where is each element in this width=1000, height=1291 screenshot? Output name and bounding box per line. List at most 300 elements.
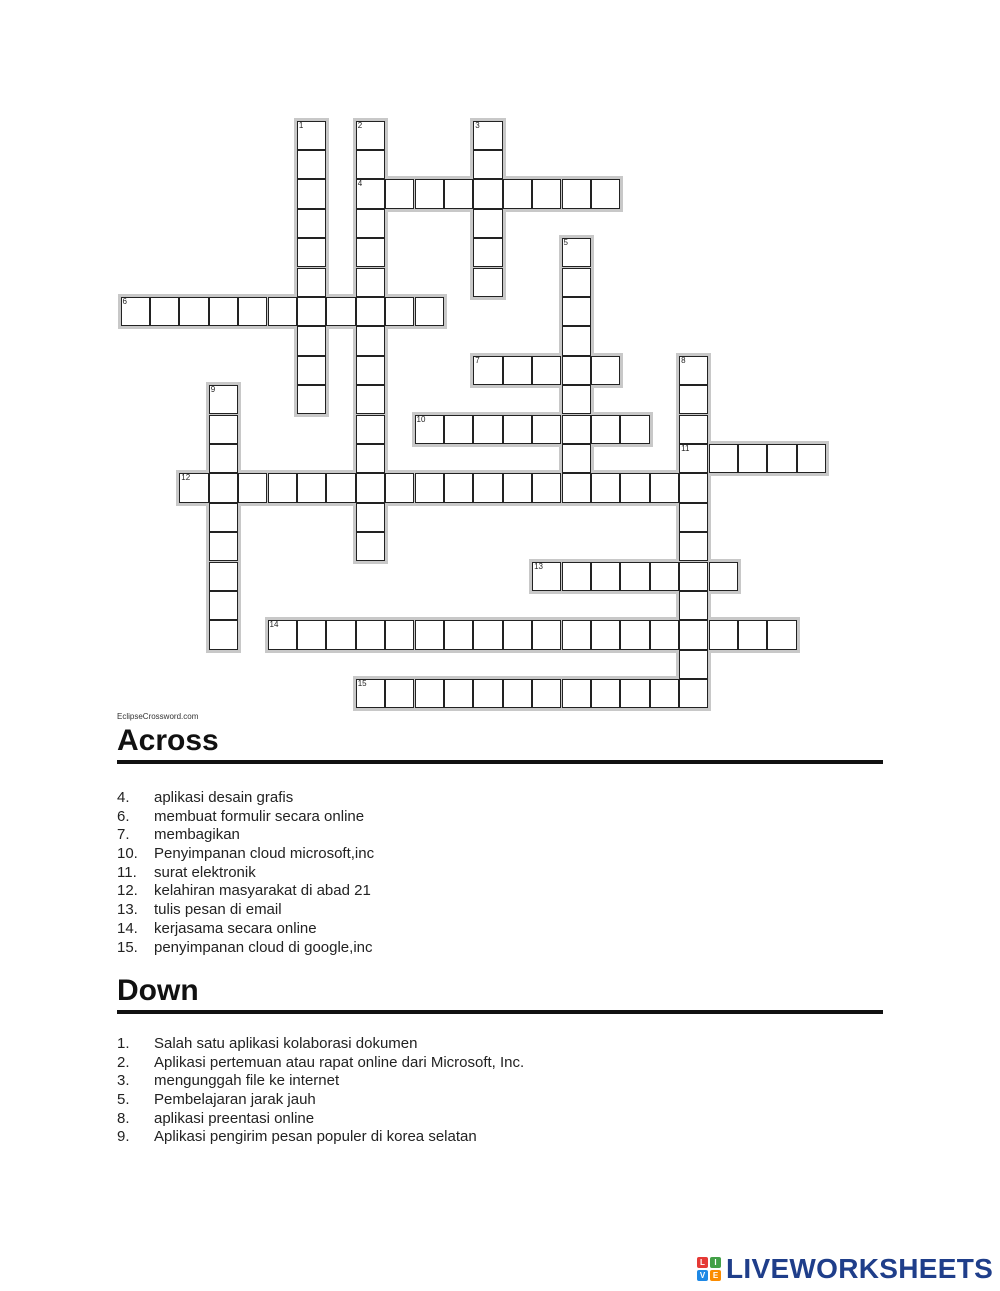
grid-cell-box[interactable] <box>326 620 355 649</box>
clue-number: 11. <box>117 863 137 881</box>
grid-cell-box[interactable] <box>591 562 620 591</box>
grid-cell[interactable] <box>415 415 444 444</box>
grid-cell[interactable] <box>562 415 591 444</box>
grid-cell-box[interactable] <box>473 473 502 502</box>
grid-cell[interactable] <box>385 679 414 708</box>
grid-cell[interactable] <box>591 620 620 649</box>
grid-cell[interactable] <box>562 326 591 355</box>
grid-cell-box[interactable] <box>444 415 473 444</box>
grid-cell[interactable] <box>356 150 385 179</box>
grid-cell-box[interactable] <box>473 679 502 708</box>
grid-cell[interactable] <box>209 532 238 561</box>
clue-text: Salah satu aplikasi kolaborasi dokumen <box>154 1035 418 1052</box>
grid-cell[interactable] <box>268 620 297 649</box>
grid-cell-box[interactable] <box>591 356 620 385</box>
grid-cell[interactable] <box>532 473 561 502</box>
grid-cell[interactable] <box>679 356 708 385</box>
grid-cell[interactable] <box>503 620 532 649</box>
grid-cell-box[interactable] <box>709 444 738 473</box>
grid-cell[interactable] <box>385 620 414 649</box>
grid-cell-box[interactable] <box>297 385 326 414</box>
grid-cell-box[interactable] <box>209 532 238 561</box>
grid-cell[interactable] <box>738 620 767 649</box>
grid-cell[interactable] <box>356 209 385 238</box>
grid-cell[interactable] <box>473 209 502 238</box>
grid-cell[interactable] <box>532 356 561 385</box>
grid-cell-box[interactable] <box>503 620 532 649</box>
grid-cell-box[interactable] <box>356 503 385 532</box>
grid-cell-box[interactable] <box>209 591 238 620</box>
grid-cell-box[interactable] <box>591 415 620 444</box>
clue-item <box>117 789 877 808</box>
grid-cell-box[interactable] <box>767 444 796 473</box>
grid-cell-box[interactable] <box>679 650 708 679</box>
grid-cell-box[interactable] <box>238 297 267 326</box>
grid-cell[interactable] <box>297 356 326 385</box>
grid-cell[interactable] <box>591 356 620 385</box>
grid-cell[interactable] <box>591 679 620 708</box>
grid-cell-box[interactable] <box>297 150 326 179</box>
clue-item <box>117 1128 877 1147</box>
grid-cell[interactable] <box>473 238 502 267</box>
cell-number: 10 <box>416 414 426 424</box>
grid-cell[interactable] <box>444 473 473 502</box>
grid-cell[interactable] <box>620 562 649 591</box>
grid-cell[interactable] <box>150 297 179 326</box>
grid-cell[interactable] <box>415 179 444 208</box>
grid-cell[interactable] <box>620 620 649 649</box>
grid-cell[interactable] <box>121 297 150 326</box>
grid-cell[interactable] <box>356 297 385 326</box>
grid-cell-box[interactable] <box>297 326 326 355</box>
grid-cell[interactable] <box>679 562 708 591</box>
grid-cell[interactable] <box>591 415 620 444</box>
grid-cell[interactable] <box>415 620 444 649</box>
grid-cell[interactable] <box>562 385 591 414</box>
grid-cell-box[interactable] <box>532 473 561 502</box>
across-divider <box>117 760 883 764</box>
grid-cell-box[interactable] <box>150 297 179 326</box>
grid-cell-box[interactable] <box>532 415 561 444</box>
clue-text: aplikasi desain grafis <box>154 789 294 806</box>
grid-cell-box[interactable] <box>356 356 385 385</box>
clue-item <box>117 1035 877 1054</box>
grid-cell-box[interactable] <box>356 268 385 297</box>
grid-cell[interactable] <box>532 415 561 444</box>
grid-cell-box[interactable] <box>326 297 355 326</box>
grid-cell[interactable] <box>503 473 532 502</box>
grid-cell-box[interactable] <box>503 179 532 208</box>
grid-cell[interactable] <box>356 268 385 297</box>
grid-cell-box[interactable] <box>473 415 502 444</box>
grid-cell-box[interactable] <box>562 562 591 591</box>
grid-cell-box[interactable] <box>591 473 620 502</box>
grid-cell[interactable] <box>444 679 473 708</box>
clue-text: membagikan <box>154 826 240 844</box>
grid-cell[interactable] <box>356 385 385 414</box>
grid-cell[interactable] <box>679 415 708 444</box>
grid-cell-box[interactable] <box>356 620 385 649</box>
grid-cell-box[interactable] <box>297 473 326 502</box>
grid-cell-box[interactable] <box>532 679 561 708</box>
grid-cell[interactable] <box>679 679 708 708</box>
clue-text: kelahiran masyarakat di abad 21 <box>154 882 371 900</box>
grid-cell-box[interactable] <box>650 473 679 502</box>
grid-cell[interactable] <box>385 179 414 208</box>
grid-cell-box[interactable] <box>562 268 591 297</box>
grid-cell[interactable] <box>444 620 473 649</box>
cell-number: 11 <box>681 443 690 453</box>
grid-cell[interactable] <box>209 591 238 620</box>
grid-cell[interactable] <box>297 326 326 355</box>
grid-cell[interactable] <box>297 385 326 414</box>
grid-cell-box[interactable] <box>679 532 708 561</box>
grid-cell[interactable] <box>209 620 238 649</box>
grid-cell-box[interactable] <box>356 385 385 414</box>
grid-cell[interactable] <box>444 179 473 208</box>
grid-cell-box[interactable] <box>326 473 355 502</box>
clue-text: Penyimpanan cloud microsoft,inc <box>154 845 375 863</box>
grid-cell-box[interactable] <box>562 620 591 649</box>
grid-cell[interactable] <box>326 473 355 502</box>
grid-cell-box[interactable] <box>620 562 649 591</box>
across-heading: Across <box>117 724 219 757</box>
grid-cell-box[interactable] <box>473 150 502 179</box>
grid-cell-box[interactable] <box>356 238 385 267</box>
clue-number: 10. <box>117 845 138 863</box>
grid-cell[interactable] <box>297 473 326 502</box>
grid-cell-box[interactable] <box>650 679 679 708</box>
brand-name: LIVEWORKSHEETS <box>726 1253 994 1284</box>
clue-text: Aplikasi pengirim pesan populer di korea selatan <box>154 1128 477 1146</box>
grid-cell[interactable] <box>297 238 326 267</box>
grid-cell-box[interactable] <box>356 209 385 238</box>
grid-cell[interactable] <box>356 121 385 150</box>
grid-cell[interactable] <box>797 444 826 473</box>
grid-cell-box[interactable] <box>415 179 444 208</box>
grid-cell[interactable] <box>679 473 708 502</box>
grid-cell-box[interactable] <box>179 297 208 326</box>
grid-cell[interactable] <box>503 415 532 444</box>
grid-cell-box[interactable] <box>385 620 414 649</box>
grid-cell[interactable] <box>650 473 679 502</box>
grid-cell[interactable] <box>679 650 708 679</box>
grid-cell[interactable] <box>356 356 385 385</box>
grid-cell[interactable] <box>356 679 385 708</box>
grid-cell-box[interactable] <box>297 179 326 208</box>
grid-cell-box[interactable] <box>209 297 238 326</box>
grid-cell-box[interactable] <box>562 326 591 355</box>
grid-cell-box[interactable] <box>444 473 473 502</box>
clue-number: 6. <box>117 807 130 825</box>
grid-cell-box[interactable] <box>591 679 620 708</box>
grid-cell-box[interactable] <box>297 297 326 326</box>
grid-cell[interactable] <box>473 679 502 708</box>
grid-cell-box[interactable] <box>679 415 708 444</box>
grid-cell-box[interactable] <box>679 473 708 502</box>
grid-cell-box[interactable] <box>679 679 708 708</box>
grid-cell[interactable] <box>503 179 532 208</box>
grid-cell[interactable] <box>209 473 238 502</box>
grid-cell[interactable] <box>591 179 620 208</box>
grid-cell[interactable] <box>356 444 385 473</box>
grid-cell[interactable] <box>297 209 326 238</box>
clue-item <box>117 939 877 958</box>
grid-cell[interactable] <box>591 562 620 591</box>
grid-cell-box[interactable] <box>562 297 591 326</box>
grid-cell-box[interactable] <box>415 620 444 649</box>
grid-cell[interactable] <box>356 503 385 532</box>
grid-cell-box[interactable] <box>562 356 591 385</box>
grid-cell[interactable] <box>356 532 385 561</box>
grid-cell[interactable] <box>562 562 591 591</box>
cell-number: 8 <box>681 355 686 365</box>
grid-cell-box[interactable] <box>415 297 444 326</box>
grid-cell[interactable] <box>356 179 385 208</box>
clue-item <box>117 920 877 939</box>
grid-cell[interactable] <box>209 385 238 414</box>
grid-cell-box[interactable] <box>444 679 473 708</box>
grid-cell-box[interactable] <box>297 209 326 238</box>
grid-cell[interactable] <box>209 415 238 444</box>
grid-cell[interactable] <box>297 121 326 150</box>
grid-cell-box[interactable] <box>209 562 238 591</box>
grid-cell-box[interactable] <box>385 679 414 708</box>
grid-cell[interactable] <box>268 297 297 326</box>
grid-cell-box[interactable] <box>356 415 385 444</box>
grid-cell[interactable] <box>709 562 738 591</box>
grid-cell[interactable] <box>679 385 708 414</box>
grid-cell-box[interactable] <box>650 620 679 649</box>
credit-text: EclipseCrossword.com <box>117 712 199 721</box>
grid-cell[interactable] <box>473 473 502 502</box>
grid-cell[interactable] <box>356 415 385 444</box>
grid-cell-box[interactable] <box>209 503 238 532</box>
grid-cell[interactable] <box>562 620 591 649</box>
grid-cell-box[interactable] <box>385 297 414 326</box>
grid-cell-box[interactable] <box>532 356 561 385</box>
grid-cell-box[interactable] <box>415 679 444 708</box>
grid-cell[interactable] <box>503 679 532 708</box>
grid-cell-box[interactable] <box>503 679 532 708</box>
grid-cell-box[interactable] <box>591 620 620 649</box>
grid-cell[interactable] <box>709 620 738 649</box>
grid-cell[interactable] <box>238 297 267 326</box>
grid-cell[interactable] <box>532 562 561 591</box>
grid-cell-box[interactable] <box>738 444 767 473</box>
grid-cell[interactable] <box>767 444 796 473</box>
grid-cell-box[interactable] <box>679 385 708 414</box>
grid-cell[interactable] <box>679 444 708 473</box>
grid-cell-box[interactable] <box>297 620 326 649</box>
grid-cell-box[interactable] <box>268 297 297 326</box>
grid-cell[interactable] <box>679 620 708 649</box>
grid-cell[interactable] <box>620 415 649 444</box>
grid-cell[interactable] <box>767 620 796 649</box>
grid-cell[interactable] <box>562 356 591 385</box>
grid-cell[interactable] <box>562 444 591 473</box>
grid-cell[interactable] <box>238 473 267 502</box>
grid-cell-box[interactable] <box>562 679 591 708</box>
grid-cell[interactable] <box>415 473 444 502</box>
grid-cell[interactable] <box>268 473 297 502</box>
grid-cell-box[interactable] <box>297 356 326 385</box>
grid-cell-box[interactable] <box>209 415 238 444</box>
grid-cell[interactable] <box>650 679 679 708</box>
grid-cell-box[interactable] <box>473 179 502 208</box>
grid-cell[interactable] <box>297 268 326 297</box>
grid-cell[interactable] <box>385 473 414 502</box>
grid-cell-box[interactable] <box>562 473 591 502</box>
liveworksheets-logo-icon <box>697 1257 721 1281</box>
grid-cell-box[interactable] <box>767 620 796 649</box>
grid-cell[interactable] <box>650 562 679 591</box>
grid-cell[interactable] <box>562 238 591 267</box>
grid-cell[interactable] <box>356 326 385 355</box>
down-divider <box>117 1010 883 1014</box>
clue-item <box>117 1110 877 1129</box>
cell-number: 4 <box>357 179 363 189</box>
grid-cell-box[interactable] <box>356 473 385 502</box>
grid-cell[interactable] <box>620 679 649 708</box>
grid-cell[interactable] <box>297 620 326 649</box>
grid-cell-box[interactable] <box>620 415 649 444</box>
grid-cell[interactable] <box>709 444 738 473</box>
grid-cell-box[interactable] <box>650 562 679 591</box>
grid-cell-box[interactable] <box>209 620 238 649</box>
grid-cell[interactable] <box>532 679 561 708</box>
grid-cell-box[interactable] <box>473 209 502 238</box>
grid-cell[interactable] <box>297 150 326 179</box>
grid-cell-box[interactable] <box>591 179 620 208</box>
grid-cell[interactable] <box>297 297 326 326</box>
grid-cell-box[interactable] <box>562 444 591 473</box>
grid-cell[interactable] <box>591 473 620 502</box>
grid-cell-box[interactable] <box>415 473 444 502</box>
grid-cell-box[interactable] <box>679 591 708 620</box>
grid-cell-box[interactable] <box>503 356 532 385</box>
grid-cell[interactable] <box>473 356 502 385</box>
grid-cell[interactable] <box>679 503 708 532</box>
grid-cell[interactable] <box>562 268 591 297</box>
grid-cell[interactable] <box>356 620 385 649</box>
grid-cell-box[interactable] <box>473 268 502 297</box>
grid-cell[interactable] <box>415 297 444 326</box>
grid-cell[interactable] <box>179 473 208 502</box>
grid-cell-box[interactable] <box>797 444 826 473</box>
grid-cell-box[interactable] <box>620 473 649 502</box>
grid-cell-box[interactable] <box>473 620 502 649</box>
grid-cell-box[interactable] <box>620 679 649 708</box>
cell-number: 12 <box>181 473 191 483</box>
grid-cell[interactable] <box>326 297 355 326</box>
grid-cell[interactable] <box>679 591 708 620</box>
grid-cell[interactable] <box>209 503 238 532</box>
grid-cell[interactable] <box>209 297 238 326</box>
grid-cell-box[interactable] <box>738 620 767 649</box>
grid-cell[interactable] <box>620 473 649 502</box>
grid-cell-box[interactable] <box>709 620 738 649</box>
grid-cell[interactable] <box>503 356 532 385</box>
grid-cell-box[interactable] <box>356 532 385 561</box>
grid-cell[interactable] <box>532 620 561 649</box>
grid-cell[interactable] <box>385 297 414 326</box>
grid-cell-box[interactable] <box>562 385 591 414</box>
grid-cell[interactable] <box>473 121 502 150</box>
across-clue-list <box>117 789 877 957</box>
grid-cell[interactable] <box>356 238 385 267</box>
grid-cell-box[interactable] <box>356 326 385 355</box>
clue-number: 5. <box>117 1091 130 1109</box>
grid-cell[interactable] <box>179 297 208 326</box>
grid-cell[interactable] <box>679 532 708 561</box>
grid-cell[interactable] <box>473 150 502 179</box>
grid-cell[interactable] <box>473 415 502 444</box>
grid-cell-box[interactable] <box>679 562 708 591</box>
grid-cell-box[interactable] <box>209 473 238 502</box>
grid-cell[interactable] <box>356 473 385 502</box>
grid-cell-box[interactable] <box>473 238 502 267</box>
grid-cell-box[interactable] <box>356 444 385 473</box>
grid-cell-box[interactable] <box>709 562 738 591</box>
cell-number: 13 <box>534 561 543 571</box>
grid-cell-box[interactable] <box>562 415 591 444</box>
clue-number: 12. <box>117 882 138 900</box>
grid-cell-box[interactable] <box>297 238 326 267</box>
grid-cell[interactable] <box>532 179 561 208</box>
grid-cell[interactable] <box>326 620 355 649</box>
grid-cell-box[interactable] <box>444 620 473 649</box>
grid-cell-box[interactable] <box>238 473 267 502</box>
clue-item <box>117 1072 877 1091</box>
grid-cell[interactable] <box>209 562 238 591</box>
grid-cell-box[interactable] <box>297 268 326 297</box>
grid-cell[interactable] <box>473 179 502 208</box>
grid-cell-box[interactable] <box>679 620 708 649</box>
grid-cell-box[interactable] <box>356 150 385 179</box>
grid-cell-box[interactable] <box>268 473 297 502</box>
grid-cell[interactable] <box>562 473 591 502</box>
grid-cell[interactable] <box>562 179 591 208</box>
grid-cell-box[interactable] <box>532 179 561 208</box>
clue-item <box>117 901 877 920</box>
grid-cell-box[interactable] <box>562 179 591 208</box>
clue-text: surat elektronik <box>154 863 256 881</box>
clue-item <box>117 845 877 864</box>
grid-cell-box[interactable] <box>679 503 708 532</box>
grid-cell[interactable] <box>562 679 591 708</box>
grid-cell[interactable] <box>562 297 591 326</box>
grid-cell-box[interactable] <box>356 297 385 326</box>
grid-cell-box[interactable] <box>503 473 532 502</box>
grid-cell-box[interactable] <box>503 415 532 444</box>
grid-cell[interactable] <box>444 415 473 444</box>
grid-cell[interactable] <box>209 444 238 473</box>
grid-cell[interactable] <box>738 444 767 473</box>
grid-cell[interactable] <box>297 179 326 208</box>
grid-cell[interactable] <box>415 679 444 708</box>
grid-cell-box[interactable] <box>444 179 473 208</box>
grid-cell-box[interactable] <box>385 179 414 208</box>
grid-cell-box[interactable] <box>385 473 414 502</box>
grid-cell-box[interactable] <box>620 620 649 649</box>
grid-cell[interactable] <box>473 268 502 297</box>
grid-cell-box[interactable] <box>209 444 238 473</box>
cell-number: 2 <box>357 120 363 130</box>
grid-cell[interactable] <box>650 620 679 649</box>
grid-cell-box[interactable] <box>532 620 561 649</box>
grid-cell[interactable] <box>473 620 502 649</box>
